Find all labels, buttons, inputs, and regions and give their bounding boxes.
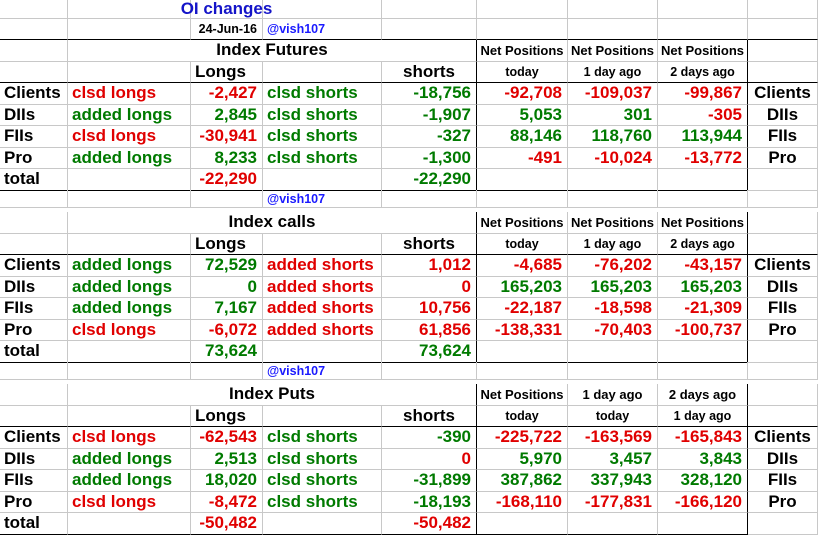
entity-label: DIIs [0, 105, 68, 127]
author-handle: @vish107 [263, 190, 382, 208]
blank-cell [263, 169, 382, 191]
shorts-header: shorts [382, 406, 477, 428]
entity-label: FIIs [748, 298, 818, 320]
long-value: -6,072 [191, 320, 263, 342]
table-row [0, 83, 820, 105]
short-value: -390 [382, 427, 477, 449]
total-label: total [0, 341, 68, 363]
longs-header: Longs [191, 234, 263, 256]
short-action: clsd shorts [263, 148, 382, 170]
net-position-value: 328,120 [658, 470, 748, 492]
short-action: clsd shorts [263, 83, 382, 105]
blank-cell [658, 19, 748, 40]
author-handle: @vish107 [263, 19, 382, 40]
blank-cell [568, 0, 658, 19]
net-position-value: 337,943 [568, 470, 658, 492]
short-value: 1,012 [382, 255, 477, 277]
blank-cell [748, 169, 818, 191]
blank-cell [477, 190, 568, 208]
entity-label: Pro [0, 320, 68, 342]
long-action: added longs [68, 298, 191, 320]
net-subheader: today [477, 234, 568, 256]
section-title-row [0, 384, 820, 406]
short-action: added shorts [263, 277, 382, 299]
net-header: 1 day ago [568, 384, 658, 406]
blank-cell [658, 190, 748, 208]
net-position-value: -100,737 [658, 320, 748, 342]
net-position-value: -225,722 [477, 427, 568, 449]
net-position-value: 387,862 [477, 470, 568, 492]
blank-cell [658, 341, 748, 363]
net-subheader: 1 day ago [568, 62, 658, 84]
blank-cell [748, 341, 818, 363]
section-title: Index Puts [68, 384, 477, 406]
net-subheader: 1 day ago [658, 406, 748, 428]
net-header: 2 days ago [658, 384, 748, 406]
blank-cell [0, 406, 68, 428]
total-label: total [0, 169, 68, 191]
total-long-value: 73,624 [191, 341, 263, 363]
blank-cell [263, 513, 382, 535]
entity-label: DIIs [748, 277, 818, 299]
long-value: 18,020 [191, 470, 263, 492]
net-position-value: -165,843 [658, 427, 748, 449]
blank-cell [0, 362, 68, 380]
entity-label: Pro [748, 492, 818, 514]
short-value: 0 [382, 277, 477, 299]
long-action: added longs [68, 470, 191, 492]
table-row [0, 148, 820, 170]
blank-cell [748, 384, 818, 406]
section-title: Index Futures [68, 40, 477, 62]
table-row [0, 470, 820, 492]
blank-cell [263, 234, 382, 256]
long-action: added longs [68, 105, 191, 127]
blank-cell [68, 0, 191, 19]
entity-label: Pro [748, 320, 818, 342]
net-position-value: -76,202 [568, 255, 658, 277]
blank-cell [748, 190, 818, 208]
blank-cell [0, 212, 68, 234]
entity-label: DIIs [0, 277, 68, 299]
entity-label: Clients [0, 255, 68, 277]
table-row [0, 105, 820, 127]
blank-cell [658, 0, 748, 19]
long-action: added longs [68, 255, 191, 277]
blank-cell [68, 62, 191, 84]
entity-label: FIIs [0, 126, 68, 148]
long-action: clsd longs [68, 492, 191, 514]
blank-cell [568, 341, 658, 363]
table-row [0, 427, 820, 449]
net-position-value: 165,203 [477, 277, 568, 299]
blank-cell [568, 362, 658, 380]
net-position-value: -4,685 [477, 255, 568, 277]
entity-label: FIIs [0, 470, 68, 492]
short-value: 10,756 [382, 298, 477, 320]
short-action: clsd shorts [263, 105, 382, 127]
blank-cell [0, 384, 68, 406]
long-value: -30,941 [191, 126, 263, 148]
net-position-value: 301 [568, 105, 658, 127]
net-position-value: -99,867 [658, 83, 748, 105]
blank-cell [0, 40, 68, 62]
short-action: clsd shorts [263, 427, 382, 449]
net-position-value: 113,944 [658, 126, 748, 148]
net-position-value: -177,831 [568, 492, 658, 514]
blank-cell [191, 362, 263, 380]
long-value: 2,845 [191, 105, 263, 127]
blank-cell [68, 341, 191, 363]
net-header: Net Positions [658, 40, 748, 62]
total-short-value: -22,290 [382, 169, 477, 191]
net-position-value: 3,457 [568, 449, 658, 471]
entity-label: Pro [0, 148, 68, 170]
blank-cell [748, 362, 818, 380]
blank-cell [748, 234, 818, 256]
net-header: Net Positions [658, 212, 748, 234]
blank-cell [658, 513, 748, 535]
blank-cell [68, 169, 191, 191]
column-header-row [0, 62, 820, 84]
net-header: Net Positions [477, 212, 568, 234]
blank-cell [68, 234, 191, 256]
total-short-value: 73,624 [382, 341, 477, 363]
long-value: 7,167 [191, 298, 263, 320]
net-header: Net Positions [568, 212, 658, 234]
long-action: clsd longs [68, 320, 191, 342]
blank-cell [568, 513, 658, 535]
blank-cell [0, 190, 68, 208]
table-row [0, 277, 820, 299]
long-value: -62,543 [191, 427, 263, 449]
entity-label: Clients [0, 83, 68, 105]
blank-cell [0, 0, 68, 19]
blank-cell [263, 0, 382, 19]
section-title-row [0, 40, 820, 62]
blank-cell [748, 212, 818, 234]
entity-label: FIIs [748, 126, 818, 148]
long-action: added longs [68, 449, 191, 471]
short-value: -18,756 [382, 83, 477, 105]
blank-cell [658, 362, 748, 380]
short-value: -18,193 [382, 492, 477, 514]
table-row [0, 255, 820, 277]
entity-label: FIIs [748, 470, 818, 492]
total-row [0, 513, 820, 535]
table-row [0, 126, 820, 148]
net-subheader: 1 day ago [568, 234, 658, 256]
net-position-value: -22,187 [477, 298, 568, 320]
net-position-value: 165,203 [568, 277, 658, 299]
blank-cell [68, 190, 191, 208]
blank-cell [68, 406, 191, 428]
blank-cell [658, 169, 748, 191]
total-label: total [0, 513, 68, 535]
longs-header: Longs [191, 406, 263, 428]
title-row [0, 0, 820, 19]
table-row [0, 492, 820, 514]
total-long-value: -22,290 [191, 169, 263, 191]
blank-cell [68, 513, 191, 535]
blank-cell [568, 190, 658, 208]
net-position-value: 165,203 [658, 277, 748, 299]
blank-cell [0, 19, 68, 40]
blank-cell [68, 19, 191, 40]
table-row [0, 320, 820, 342]
entity-label: Clients [0, 427, 68, 449]
entity-label: FIIs [0, 298, 68, 320]
entity-label: DIIs [0, 449, 68, 471]
blank-cell [748, 406, 818, 428]
blank-cell [477, 169, 568, 191]
section-title: Index calls [68, 212, 477, 234]
net-header: Net Positions [477, 40, 568, 62]
net-subheader: today [477, 406, 568, 428]
net-subheader: today [477, 62, 568, 84]
blank-cell [0, 234, 68, 256]
table-row [0, 449, 820, 471]
net-position-value: -43,157 [658, 255, 748, 277]
entity-label: Pro [748, 148, 818, 170]
short-action: clsd shorts [263, 126, 382, 148]
short-value: -1,300 [382, 148, 477, 170]
entity-label: Pro [0, 492, 68, 514]
long-action: clsd longs [68, 83, 191, 105]
blank-cell [568, 169, 658, 191]
date-row [0, 19, 820, 40]
long-value: 72,529 [191, 255, 263, 277]
short-value: -1,907 [382, 105, 477, 127]
blank-cell [263, 62, 382, 84]
long-action: added longs [68, 148, 191, 170]
entity-label: DIIs [748, 449, 818, 471]
short-action: clsd shorts [263, 492, 382, 514]
short-action: clsd shorts [263, 449, 382, 471]
net-position-value: -168,110 [477, 492, 568, 514]
shorts-header: shorts [382, 62, 477, 84]
blank-cell [382, 190, 477, 208]
blank-cell [568, 19, 658, 40]
net-subheader: 2 days ago [658, 234, 748, 256]
short-action: added shorts [263, 255, 382, 277]
blank-cell [263, 406, 382, 428]
net-position-value: -92,708 [477, 83, 568, 105]
long-value: -8,472 [191, 492, 263, 514]
net-subheader: today [568, 406, 658, 428]
longs-header: Longs [191, 62, 263, 84]
total-long-value: -50,482 [191, 513, 263, 535]
net-position-value: 118,760 [568, 126, 658, 148]
blank-cell [382, 19, 477, 40]
blank-cell [477, 362, 568, 380]
long-action: added longs [68, 277, 191, 299]
blank-cell [0, 62, 68, 84]
blank-cell [748, 62, 818, 84]
report-date: 24-Jun-16 [191, 19, 263, 40]
blank-cell [477, 0, 568, 19]
column-header-row [0, 234, 820, 256]
blank-cell [477, 19, 568, 40]
page-title: OI changes [180, 0, 273, 18]
short-value: -31,899 [382, 470, 477, 492]
blank-cell [748, 0, 818, 19]
net-position-value: -10,024 [568, 148, 658, 170]
shorts-header: shorts [382, 234, 477, 256]
short-action: added shorts [263, 320, 382, 342]
blank-cell [477, 341, 568, 363]
entity-label: Clients [748, 255, 818, 277]
net-subheader: 2 days ago [658, 62, 748, 84]
total-row [0, 169, 820, 191]
entity-label: Clients [748, 427, 818, 449]
net-position-value: -13,772 [658, 148, 748, 170]
total-row [0, 341, 820, 363]
entity-label: Clients [748, 83, 818, 105]
blank-cell [263, 341, 382, 363]
net-position-value: -166,120 [658, 492, 748, 514]
handle-row [0, 362, 820, 380]
long-value: 0 [191, 277, 263, 299]
net-position-value: 5,053 [477, 105, 568, 127]
long-action: clsd longs [68, 126, 191, 148]
net-header: Net Positions [477, 384, 568, 406]
net-position-value: -70,403 [568, 320, 658, 342]
table-row [0, 298, 820, 320]
short-value: 61,856 [382, 320, 477, 342]
entity-label: DIIs [748, 105, 818, 127]
author-handle: @vish107 [263, 362, 382, 380]
blank-cell [748, 19, 818, 40]
long-action: clsd longs [68, 427, 191, 449]
net-position-value: 3,843 [658, 449, 748, 471]
column-header-row [0, 406, 820, 428]
long-value: 8,233 [191, 148, 263, 170]
blank-cell [191, 190, 263, 208]
net-position-value: -18,598 [568, 298, 658, 320]
net-position-value: 88,146 [477, 126, 568, 148]
short-action: clsd shorts [263, 470, 382, 492]
net-position-value: 5,970 [477, 449, 568, 471]
blank-cell [477, 513, 568, 535]
short-value: 0 [382, 449, 477, 471]
short-value: -327 [382, 126, 477, 148]
net-position-value: -109,037 [568, 83, 658, 105]
net-position-value: -21,309 [658, 298, 748, 320]
long-value: -2,427 [191, 83, 263, 105]
blank-cell [382, 362, 477, 380]
net-position-value: -163,569 [568, 427, 658, 449]
blank-cell [68, 362, 191, 380]
long-value: 2,513 [191, 449, 263, 471]
section-title-row [0, 212, 820, 234]
net-position-value: -138,331 [477, 320, 568, 342]
short-action: added shorts [263, 298, 382, 320]
total-short-value: -50,482 [382, 513, 477, 535]
handle-row [0, 190, 820, 208]
net-header: Net Positions [568, 40, 658, 62]
net-position-value: -305 [658, 105, 748, 127]
blank-cell [748, 513, 818, 535]
blank-cell [382, 0, 477, 19]
blank-cell [748, 40, 818, 62]
net-position-value: -491 [477, 148, 568, 170]
